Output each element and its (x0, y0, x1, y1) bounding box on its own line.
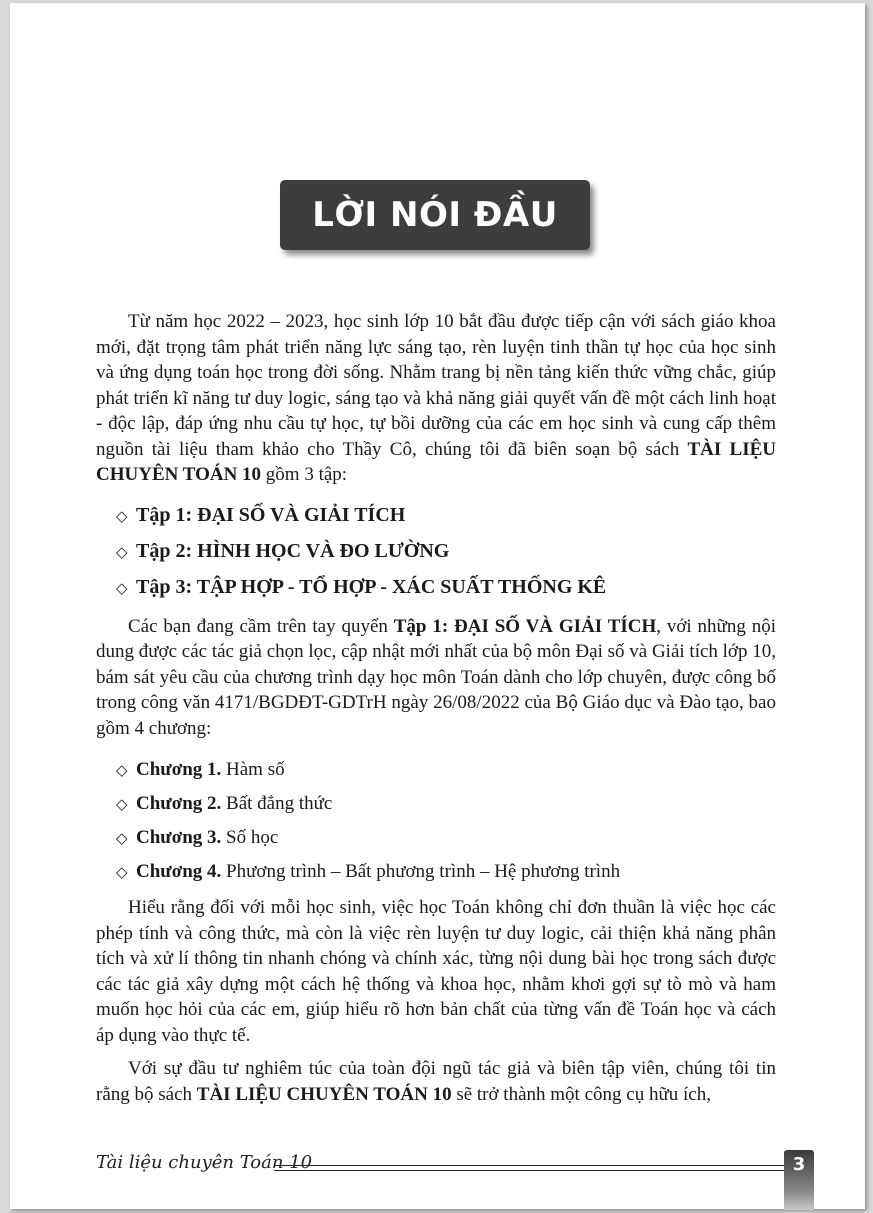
diamond-bullet-icon: ◇ (116, 578, 128, 597)
volume-list (96, 498, 776, 606)
diamond-bullet-icon: ◇ (116, 795, 128, 813)
volume-title: Tập 2: HÌNH HỌC VÀ ĐO LƯỜNG (136, 539, 450, 562)
page-title: LỜI NÓI ĐẦU (312, 195, 558, 235)
list-item (96, 821, 776, 855)
chapter-label: Chương 2. (136, 793, 222, 814)
footer-rule (274, 1165, 786, 1171)
page-number: 3 (792, 1154, 806, 1175)
diamond-bullet-icon: ◇ (116, 506, 128, 525)
intro-book-name: TÀI LIỆU CHUYÊN TOÁN 10 (96, 438, 777, 485)
chapter-label: Chương 3. (136, 827, 222, 848)
diamond-bullet-icon: ◇ (116, 542, 128, 561)
list-item (96, 498, 776, 534)
chapter-name: Hàm số (226, 759, 285, 780)
diamond-bullet-icon: ◇ (116, 761, 128, 779)
page-number-tab (784, 1150, 814, 1210)
title-banner (280, 180, 590, 250)
motivation-paragraph: Hiểu rằng đối với mỗi học sinh, việc học Toán không chỉ đơn thuần là việc học các phép tính và công thức, mà còn là việc rèn luyện tư duy logic, cải thiện khả năng phân tích và xử lí thông tin nhanh chóng và chính xác, từng nội dung bài học trong sách được các tác giả xây dựng một cách hệ thống và khoa học, nhằm khơi gợi sự tò mò và ham muốn học hỏi của các em, giúp hiểu rõ hơn bản chất của từng vấn đề Toán học và cách áp dụng vào thực tế. (96, 897, 776, 1046)
para4-book-name: TÀI LIỆU CHUYÊN TOÁN 10 (196, 1083, 452, 1105)
para4-text: Với sự đầu tư nghiêm túc của toàn đội ngũ tác giả và biên tập viên, chúng tôi tin rằng bộ sách (96, 1058, 776, 1105)
diamond-bullet-icon: ◇ (116, 829, 128, 847)
list-item (96, 855, 776, 889)
chapter-label: Chương 4. (136, 861, 222, 882)
page-footer (96, 1150, 796, 1178)
para2-text: , với những nội dung được các tác giả chọn lọc, cập nhật mới nhất của bộ môn Đại số và Giải tích lớp 10, bám sát yêu cầu của chương trình dạy học môn Toán dành cho lớp chuyên, được công bố trong công văn 4171/BGDĐT-GDTrH ngày 26/08/2022 của Bộ Giáo dục và Đào tạo, bao gồm 4 chương: (96, 615, 776, 739)
chapter-name: Số học (226, 827, 279, 848)
para4-suffix: sẽ trở thành một công cụ hữu ích, (451, 1083, 711, 1105)
document-page (10, 3, 865, 1209)
footer-title: Tài liệu chuyên Toán 10 (96, 1152, 313, 1173)
chapter-name: Phương trình – Bất phương trình – Hệ phương trình (226, 861, 621, 882)
list-item (96, 570, 776, 606)
description-paragraph (96, 614, 776, 742)
chapter-list (96, 753, 776, 889)
volume-title: Tập 1: ĐẠI SỐ VÀ GIẢI TÍCH (136, 503, 406, 526)
list-item (96, 534, 776, 570)
intro-text: Từ năm học 2022 – 2023, học sinh lớp 10 bắt đầu được tiếp cận với sách giáo khoa mới, đặt trọng tâm phát triển năng lực sáng tạo, rèn luyện tinh thần tự học của học sinh và ứng dụng toán học trong đời sống. Nhằm trang bị nền tảng kiến thức vững chắc, giúp phát triển kĩ năng tư duy logic, sáng tạo và khả năng giải quyết vấn đề một cách linh hoạt - độc lập, đáp ứng nhu cầu tự học, tự bồi dưỡng của các em học sinh và cung cấp thêm nguồn tài liệu tham khảo cho Thầy Cô, chúng tôi đã biên soạn bộ sách (96, 311, 776, 460)
body-text (96, 309, 776, 1107)
diamond-bullet-icon: ◇ (116, 863, 128, 881)
list-item (96, 787, 776, 821)
chapter-label: Chương 1. (136, 759, 222, 780)
list-item (96, 753, 776, 787)
intro-suffix: gồm 3 tập: (261, 464, 348, 485)
chapter-name: Bất đẳng thức (226, 793, 333, 814)
closing-paragraph (96, 1056, 776, 1107)
para2-volume: Tập 1: ĐẠI SỐ VÀ GIẢI TÍCH (393, 615, 657, 637)
volume-title: Tập 3: TẬP HỢP - TỔ HỢP - XÁC SUẤT THỐNG KÊ (136, 575, 607, 598)
para2-prefix: Các bạn đang cầm trên tay quyển (128, 615, 394, 637)
intro-paragraph (96, 309, 776, 488)
